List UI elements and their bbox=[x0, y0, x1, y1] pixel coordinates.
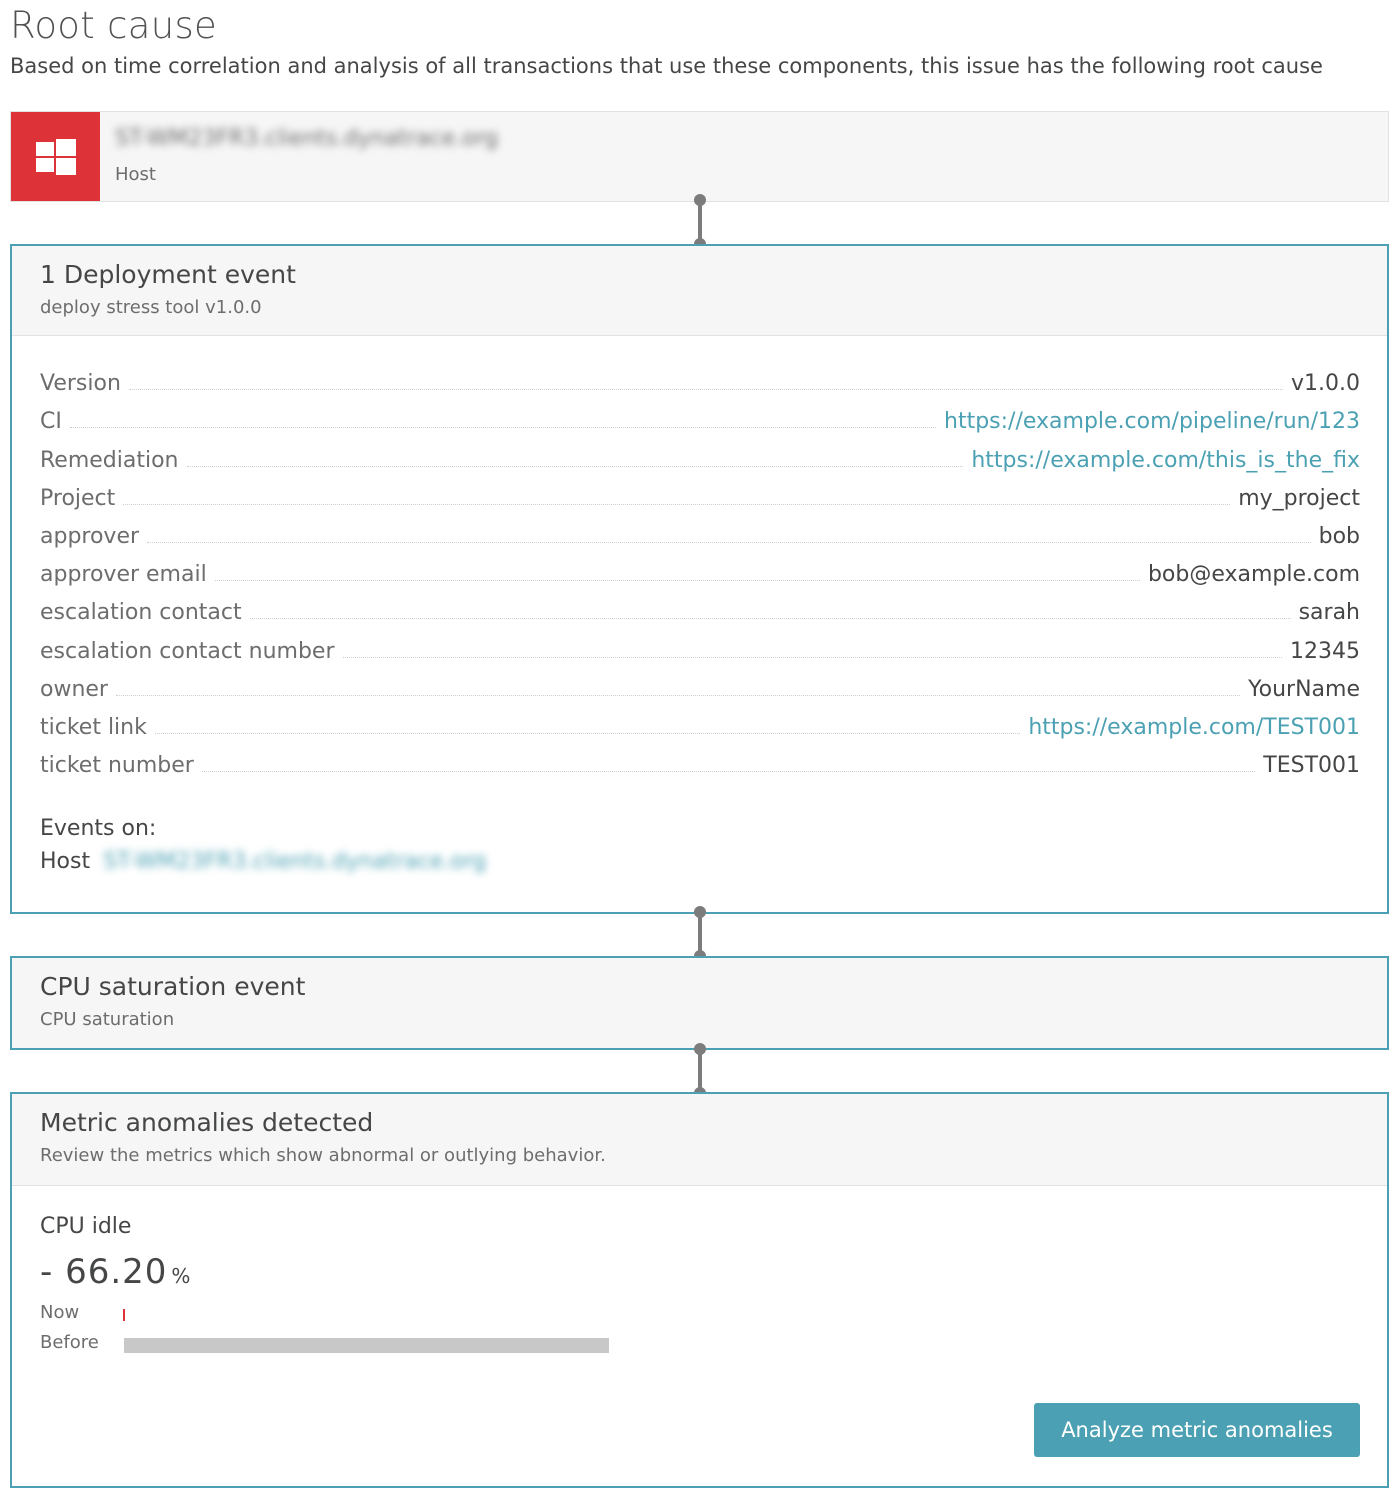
property-key: ticket link bbox=[40, 715, 155, 740]
property-key: owner bbox=[40, 677, 116, 702]
property-key: Remediation bbox=[40, 448, 187, 473]
property-leader bbox=[250, 618, 1291, 619]
property-row bbox=[40, 511, 1360, 549]
property-value: bob@example.com bbox=[1140, 562, 1360, 587]
host-icon-tile bbox=[11, 112, 100, 201]
now-bar bbox=[123, 1309, 125, 1321]
cpu-saturation-event-title: CPU saturation event bbox=[40, 972, 306, 1001]
property-key: Project bbox=[40, 486, 123, 511]
property-value: bob bbox=[1311, 524, 1360, 549]
page-subtitle: Based on time correlation and analysis of all transactions that use these components, this issue has the following root cause bbox=[10, 54, 1323, 78]
property-value: v1.0.0 bbox=[1283, 371, 1360, 396]
property-value: YourName bbox=[1240, 677, 1360, 702]
events-on-host bbox=[40, 849, 486, 874]
property-leader bbox=[129, 389, 1283, 390]
page-title: Root cause bbox=[10, 4, 218, 47]
property-key: Version bbox=[40, 371, 129, 396]
deployment-event-header bbox=[12, 246, 1387, 336]
property-row bbox=[40, 434, 1360, 472]
deployment-event-subtitle: deploy stress tool v1.0.0 bbox=[40, 297, 262, 318]
property-value: 12345 bbox=[1282, 639, 1360, 664]
property-key: approver bbox=[40, 524, 147, 549]
host-card[interactable] bbox=[10, 111, 1389, 202]
property-key: escalation contact bbox=[40, 600, 250, 625]
property-row bbox=[40, 664, 1360, 702]
property-row bbox=[40, 702, 1360, 740]
property-key: escalation contact number bbox=[40, 639, 343, 664]
property-leader bbox=[70, 427, 936, 428]
property-row bbox=[40, 358, 1360, 396]
metric-anomalies-header bbox=[12, 1094, 1387, 1186]
connector bbox=[694, 194, 706, 250]
property-leader bbox=[215, 580, 1140, 581]
property-row bbox=[40, 396, 1360, 434]
property-row bbox=[40, 549, 1360, 587]
windows-logo-icon bbox=[36, 138, 76, 176]
host-type: Host bbox=[115, 164, 156, 185]
events-on-host-label: Host bbox=[40, 849, 91, 874]
cpu-saturation-event-subtitle: CPU saturation bbox=[40, 1009, 175, 1030]
metric-change bbox=[40, 1252, 191, 1292]
metric-name: CPU idle bbox=[40, 1214, 132, 1239]
before-label: Before bbox=[40, 1332, 99, 1353]
metric-change-value: - 66.20 bbox=[40, 1252, 168, 1292]
events-on-host-link[interactable]: ST-WM23FR3.clients.dynatrace.org bbox=[103, 849, 487, 874]
property-value: sarah bbox=[1291, 600, 1360, 625]
property-leader bbox=[116, 695, 1240, 696]
events-on-label: Events on: bbox=[40, 816, 157, 841]
property-leader bbox=[187, 466, 964, 467]
property-key: CI bbox=[40, 409, 70, 434]
cpu-saturation-event-header bbox=[12, 958, 1387, 1048]
deployment-event-title: 1 Deployment event bbox=[40, 260, 296, 289]
property-link[interactable]: https://example.com/this_is_the_fix bbox=[963, 448, 1360, 473]
property-key: approver email bbox=[40, 562, 215, 587]
connector bbox=[694, 906, 706, 962]
property-link[interactable]: https://example.com/TEST001 bbox=[1020, 715, 1360, 740]
deployment-properties bbox=[40, 358, 1360, 778]
property-link[interactable]: https://example.com/pipeline/run/123 bbox=[936, 409, 1360, 434]
property-row bbox=[40, 625, 1360, 663]
host-name[interactable]: ST-WM23FR3.clients.dynatrace.org bbox=[115, 126, 499, 151]
events-on bbox=[40, 816, 486, 874]
metric-change-unit: % bbox=[171, 1264, 192, 1288]
before-bar bbox=[124, 1338, 609, 1353]
property-value: TEST001 bbox=[1255, 753, 1360, 778]
property-leader bbox=[343, 657, 1283, 658]
property-value: my_project bbox=[1230, 486, 1360, 511]
property-leader bbox=[155, 733, 1020, 734]
property-leader bbox=[202, 771, 1255, 772]
now-label: Now bbox=[40, 1302, 80, 1323]
property-leader bbox=[123, 504, 1230, 505]
metric-anomalies-title: Metric anomalies detected bbox=[40, 1108, 374, 1137]
property-row bbox=[40, 740, 1360, 778]
property-row bbox=[40, 587, 1360, 625]
connector bbox=[694, 1043, 706, 1099]
analyze-metric-anomalies-button[interactable]: Analyze metric anomalies bbox=[1034, 1403, 1360, 1457]
property-leader bbox=[147, 542, 1311, 543]
property-row bbox=[40, 473, 1360, 511]
cpu-saturation-event-card[interactable] bbox=[10, 956, 1389, 1050]
property-key: ticket number bbox=[40, 753, 202, 778]
metric-anomalies-subtitle: Review the metrics which show abnormal or outlying behavior. bbox=[40, 1145, 606, 1166]
